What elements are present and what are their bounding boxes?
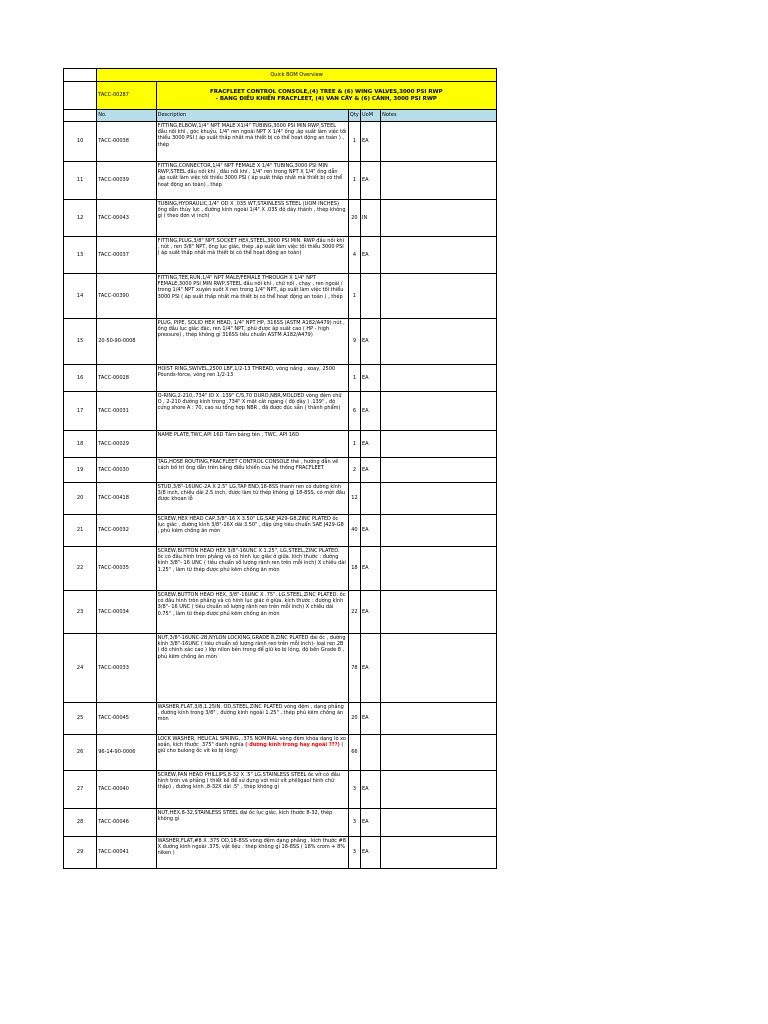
table-row [64,162,497,200]
part-number: 20-50-90-0008 [97,319,156,365]
unit-of-measure [360,274,380,319]
row-number: 22 [64,547,97,591]
part-number: TACC-00030 [97,458,156,483]
empty-cell [64,69,97,82]
part-number: TACC-00034 [97,591,156,634]
unit-of-measure: EA [360,365,380,392]
part-number: TACC-00046 [97,809,156,837]
part-number: TACC-00041 [97,837,156,869]
unit-of-measure [360,483,380,515]
table-row [64,237,497,274]
quantity: 1 [348,431,360,458]
part-number: TACC-00032 [97,515,156,547]
quantity: 66 [348,735,360,771]
unit-of-measure: EA [360,237,380,274]
description: TAG,HOSE ROUTING,FRACFLEET CONTROL CONSOLE thẻ , hướng dẫn về cách bố trí ống dẫn trên bảng điều khiển của hệ thống FRACFLEET [156,458,348,483]
notes [381,634,497,703]
quantity: 22 [348,591,360,634]
quantity: 12 [348,483,360,515]
row-number: 23 [64,591,97,634]
header-uom: UoM [360,110,380,122]
description: FITTING,CONNECTOR,1/4" NPT FEMALE X 1/4" TUBING,3000 PSI MIN RWP,STEEL đầu nối khí , đầu nối khí , 1/4" ren trong NPT X 1/4" ống dẫn ,áp suất làm việc tối thiểu 3000 PSI ( áp suất thấp nhất mà thiết bị có thể hoạt động an toàn) , thép [156,162,348,200]
table-row [64,319,497,365]
notes [381,200,497,237]
quantity: 1 [348,365,360,392]
unit-of-measure: EA [360,634,380,703]
unit-of-measure: EA [360,122,380,162]
row-number: 13 [64,237,97,274]
table-row [64,634,497,703]
bom-table [63,68,497,869]
empty-cell [64,82,97,110]
unit-of-measure: IN [360,200,380,237]
assembly-part-number: TACC-00287 [97,82,156,110]
notes [381,837,497,869]
table-row [64,200,497,237]
quantity: 6 [348,392,360,431]
quantity: 4 [348,237,360,274]
table-row [64,483,497,515]
notes [381,735,497,771]
notes [381,392,497,431]
table-row [64,703,497,735]
row-number: 21 [64,515,97,547]
row-number: 29 [64,837,97,869]
notes [381,122,497,162]
description-text: LOCK WASHER, HELICAL SPRING, .375 NOMINAL vòng đệm khóa dạng lò xo xoắn, kích thước .375" danh nghĩa [157,736,346,749]
notes [381,515,497,547]
description: FITTING,PLUG,3/8" NPT,SOCKET HEX,STEEL,3000 PSI MIN. RWP đầu nối khí , nút , ren 3/8" NPT, ống lục giác, thép ,áp suất làm việc tối thiểu 3000 PSI ( áp suất thấp nhất mà thiết bị có thể hoạt động an toàn) [156,237,348,274]
notes [381,703,497,735]
part-number: TACC-00039 [97,162,156,200]
quantity: 18 [348,547,360,591]
table-row [64,515,497,547]
quantity: 40 [348,515,360,547]
notes [381,319,497,365]
unit-of-measure: EA [360,547,380,591]
notes [381,771,497,809]
quantity: 1 [348,162,360,200]
assembly-row [64,82,497,110]
table-row [64,591,497,634]
row-number: 20 [64,483,97,515]
row-number: 16 [64,365,97,392]
header-no: No. [97,110,156,122]
row-number: 18 [64,431,97,458]
header-notes: Notes [381,110,497,122]
description: SCREW,BUTTON HEAD HEX, 3/8"-16UNC X .75", LG,STEEL,ZINC PLATED. ốc có đầu hình tròn phẳng và có hình lục giác ở giữa. kích thước : đường kính 3/8"- 16 UNC ( tiêu chuẩn số lượng rãnh ren trên mỗi inch) X chiều dài 0.75" , làm từ thép được phủ kẽm chống ăn mòn [156,591,348,634]
description-highlight: ( đường kính trong hay ngoài ???) [245,742,340,749]
notes [381,162,497,200]
quantity: 3 [348,771,360,809]
description: STUD,3/8"-16UNC-2A X 2.5" LG,TAP END,18-8SS thanh ren có đường kính 3/8 inch, chiều dài 2.5 inch, được làm từ thép không gỉ 18-8SS, có một đầu được khoan lỗ [156,483,348,515]
part-number: TACC-00045 [97,703,156,735]
title-row [64,69,497,82]
table-row [64,837,497,869]
notes [381,547,497,591]
description: WASHER,FLAT,3/8,1.25IN. OD,STEEL,ZINC PLATED vòng đệm , dạng phẳng , đường kính trong 3/8" , đường kính ngoài 1.25" , thép phủ kẽm chống ăn mòn [156,703,348,735]
table-row [64,547,497,591]
table-row [64,274,497,319]
part-number: TACC-00028 [97,365,156,392]
description: NAME PLATE,TWC,API 16D Tấm bảng tên , TWC, API 16D [156,431,348,458]
notes [381,591,497,634]
unit-of-measure [360,735,380,771]
description: PLUG, PIPE, SOLID HEX HEAD, 1/4" NPT HP, 316SS (ASTM A182/A479) nút , ống đầu lục giác đặc, ren 1/4" NPT, phù được áp suất cao ( HP - high pressure) , thép không gỉ 316SS tiêu chuẩn ASTM A182/A479) [156,319,348,365]
unit-of-measure: EA [360,458,380,483]
notes [381,458,497,483]
row-number: 26 [64,735,97,771]
table-row [64,458,497,483]
quantity: 1 [348,122,360,162]
description: SCREW,BUTTON HEAD HEX 3/8"-16UNC X 1.25", LG,STEEL,ZINC PLATED. ốc có đầu hình tròn phẳng và có hình lục giác ở giữa. kích thước : đường kính 3/8"- 16 UNC ( tiêu chuẩn số lượng rãnh ren trên mỗi inch) X chiều dài 1.25" , làm từ thép được phủ kẽm chống ăn mòn [156,547,348,591]
description: FITTING,ELBOW,1/4" NPT MALE X1/4" TUBING,3000 PSI MIN RWP,STEEL đầu nối khí , góc khuỷu, 1/4" ren ngoài NPT X 1/4" ống ,áp suất làm việc tối thiểu 3000 PSI ( áp suất thấp nhất mà thiết bị có thể hoạt động an toàn ) , thép [156,122,348,162]
description-tail: ( giữ cho bulong ốc vít ko bị lỏng) [157,742,344,755]
assembly-description-line1: FRACFLEET CONTROL CONSOLE,(4) TREE & (6) WING VALVES,3000 PSI RWP [209,89,443,96]
unit-of-measure: EA [360,837,380,869]
description: TUBING,HYDRAULIC,1/4" OD X .035 WT,STAINLESS STEEL (UOM INCHES) ống dẫn thủy lực , đường kính ngoài 1/4" X .035 độ dày thành , thép không gỉ ( theo đơn vị inch) [156,200,348,237]
empty-cell [64,110,97,122]
unit-of-measure: EA [360,319,380,365]
notes [381,809,497,837]
row-number: 19 [64,458,97,483]
row-number: 12 [64,200,97,237]
part-number: 96-14-90-0006 [97,735,156,771]
part-number: TACC-00038 [97,122,156,162]
unit-of-measure: EA [360,162,380,200]
unit-of-measure: EA [360,431,380,458]
description: NUT,HEX,8-32,STAINLESS STEEL đai ốc lục giác, kích thước 8-32, thép không gỉ [156,809,348,837]
notes [381,365,497,392]
row-number: 14 [64,274,97,319]
row-number: 10 [64,122,97,162]
part-number: TACC-00418 [97,483,156,515]
part-number: TACC-00390 [97,274,156,319]
quantity: 3 [348,809,360,837]
part-number: TACC-00029 [97,431,156,458]
row-number: 24 [64,634,97,703]
unit-of-measure: EA [360,809,380,837]
description [156,735,348,771]
unit-of-measure: EA [360,771,380,809]
part-number: TACC-00037 [97,237,156,274]
row-number: 25 [64,703,97,735]
row-number: 28 [64,809,97,837]
part-number: TACC-00040 [97,771,156,809]
description: SCREW,HEX HEAD CAP,3/8"-16 X 3.50" LG,SAE J429-G8,ZINC PLATED ốc lục giác , đường kính 3/8"-16X dài 3.50" , đáp ứng tiêu chuẩn SAE J429-G8 , phủ kẽm chống ăn mòn [156,515,348,547]
header-description: Description [156,110,348,122]
unit-of-measure: EA [360,392,380,431]
quantity: 1 [348,274,360,319]
part-number: TACC-00043 [97,200,156,237]
notes [381,237,497,274]
description: FITTING,TEE,RUN,1/4" NPT MALE/FEMALE THROUGH X 1/4" NPT FEMALE,3000 PSI MIN RWP,STEEL đầu nối khí , chữ nối , chạy , ren ngoài / trong 1/4" NPT xuyên suốt X ren trong 1/4" NPT, áp suất làm việc tối thiểu 3000 PSI ( áp suất thấp nhất mà thiết bị có thể hoạt động an toàn ) , thép [156,274,348,319]
quantity: 78 [348,634,360,703]
description: HOIST RING,SWIVEL,2500 LBF,1/2-13 THREAD, vòng nâng , xoay, 2500 Pounds-force, vòng ren 1/2-13 [156,365,348,392]
column-header-row [64,110,497,122]
row-number: 27 [64,771,97,809]
row-number: 17 [64,392,97,431]
unit-of-measure: EA [360,703,380,735]
assembly-description [156,82,496,110]
unit-of-measure: EA [360,515,380,547]
bom-title: Quick BOM Overview [97,69,497,82]
description: WASHER,FLAT,#8 X .375 OD,18-8SS vòng đệm dạng phẳng , kích thước #8 X đường kính ngoài .375, vật liệu : thép không gỉ 18-8SS ( 18% crom + 8% niken ) [156,837,348,869]
quantity: 20 [348,200,360,237]
description: SCREW,PAN HEAD PHILLIPS,8-32 X .5" LG,STAINLESS STEEL ốc vít có đầu hình tròn và phẳng ( thiết kế để sử dụng với mũi vít philligaol hình chữ thập) , đường kính ,8-32X dài .5" , thép không gỉ [156,771,348,809]
table-row [64,809,497,837]
notes [381,274,497,319]
notes [381,483,497,515]
table-row [64,392,497,431]
description: NUT,3/8"-16UNC-2B,NYLON LOCKING,GRADE 8,ZINC PLATED đai ốc , đường kính 3/8"-16UNC ( tiêu chuẩn số lượng rãnh ren trên mỗi inch)- loại ren 2B ( độ chính xác cao ) lớp nilon bên trong để giữ ko bị lỏng, độ bền Grade 8 , phủ kẽm chống ăn mòn [156,634,348,703]
unit-of-measure: EA [360,591,380,634]
quantity: 2 [348,458,360,483]
header-qty: Qty [348,110,360,122]
table-row [64,771,497,809]
part-number: TACC-00033 [97,634,156,703]
row-number: 11 [64,162,97,200]
table-row [64,365,497,392]
part-number: TACC-00031 [97,392,156,431]
table-row [64,122,497,162]
quantity: 9 [348,319,360,365]
part-number: TACC-00035 [97,547,156,591]
table-row [64,431,497,458]
quantity: 3 [348,837,360,869]
table-row [64,735,497,771]
quantity: 20 [348,703,360,735]
assembly-description-line2: - BANG ĐIỀU KHIỂN FRACFLEET, (4) VAN CÂY & (6) CÁNH, 3000 PSI RWP [215,95,437,102]
row-number: 15 [64,319,97,365]
description: O-RING,2-210,.734" ID X .139" C/S,70 DURO,NBR,MOLDED vòng đệm chữ O , 2-210 đường kính trong .734" X mặt cắt ngang ( độ dày ) .139" , độ cứng shore A : 70, cao su tổng hợp NBR , đã được đúc sẵn ( thành phẩm) [156,392,348,431]
notes [381,431,497,458]
